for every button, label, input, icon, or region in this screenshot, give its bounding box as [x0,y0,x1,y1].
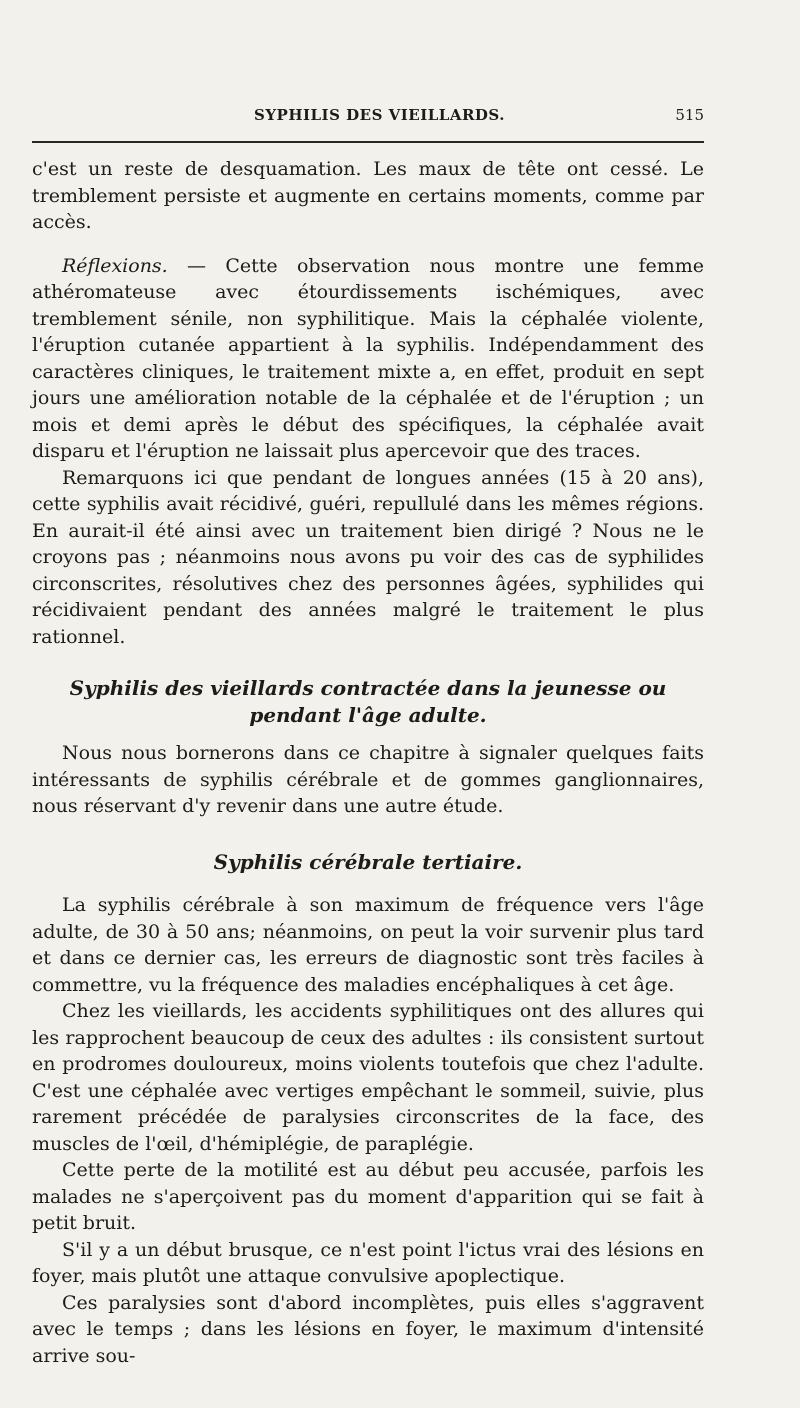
paragraph-remarquons: Remarquons ici que pendant de longues années (15 à 20 ans), cette syphilis avait récidivé, guéri, repullulé dans les mêmes régions. En aurait-il été ainsi avec un traitement bien dirigé ? Nous ne le croyons pas ; néanmoins nous avons pu voir des cas de syphilides circonscrites, résolutives chez des personnes âgées, syphilides qui récidivaient pendant des années malgré le traitement le plus rationnel. [32,466,704,648]
running-title: SYPHILIS DES VIEILLARDS. [254,106,505,124]
paragraph-debut-brusque: S'il y a un début brusque, ce n'est point l'ictus vrai des lésions en foyer, mais plutôt une attaque convulsive apoplectique. [32,1238,704,1287]
paragraph-paralysies: Ces paralysies sont d'abord incomplètes, puis elles s'aggravent avec le temps ; dans les lésions en foyer, le maximum d'intensité arrive sou- [32,1291,704,1367]
header-rule [32,141,704,143]
paragraph-frequence: La syphilis cérébrale à son maximum de fréquence vers l'âge adulte, de 30 à 50 ans; néanmoins, on peut la voir survenir plus tard et dans ce dernier cas, les erreurs de diagnostic sont très faciles à commettre, vu la fréquence des maladies encéphaliques à cet âge. [32,894,704,996]
paragraph-chapter-intro: Nous nous bornerons dans ce chapitre à signaler quelques faits intéressants de syphilis cérébrale et de gommes ganglionnaires, nous réservant d'y revenir dans une autre étude. [32,742,704,817]
paragraph-vieillards: Chez les vieillards, les accidents syphilitiques ont des allures qui les rapprochent beaucoup de ceux des adultes : ils consistent surtout en prodromes douloureux, moins violents toutefois que chez l'adulte. C'est une céphalée avec vertiges empêchant le sommeil, suivie, plus rarement précédée de paralysies circonscrites de la face, des muscles de l'œil, d'hémiplégie, de paraplégie. [32,1000,704,1155]
section-heading-syphilis-cerebrale: Syphilis cérébrale tertiaire. [213,849,523,874]
paragraph-continuation: c'est un reste de desquamation. Les maux de tête ont cessé. Le tremblement persiste et augmente en certains moments, comme par accès. [32,158,704,233]
section-heading-syphilis-vieillards: Syphilis des vieillards contractée dans la jeunesse ou pendant l'âge adulte. [69,676,667,727]
page-number: 515 [675,106,704,124]
body-text [32,156,704,1369]
paragraph-motilite: Cette perte de la motilité est au début peu accusée, parfois les malades ne s'aperçoivent pas du moment d'apparition qui se fait à petit bruit. [32,1159,704,1234]
reflexions-label: Réflexions. [62,254,168,277]
running-head [32,106,704,130]
reflexions-text: — Cette observation nous montre une femme athéromateuse avec étourdissements ischémiques, avec tremblement sénile, non syphilitique. Mais la céphalée violente, l'éruption cutanée appartient à la syphilis. Indépendamment des caractères cliniques, le traitement mixte a, en effet, produit en sept jours une amélioration notable de la céphalée et de l'éruption ; un mois et demi après le début des spécifiques, la céphalée avait disparu et l'éruption ne laissait plus apercevoir que des traces. [32,254,704,462]
book-page [32,0,704,1408]
paragraph-reflexions [32,253,704,465]
